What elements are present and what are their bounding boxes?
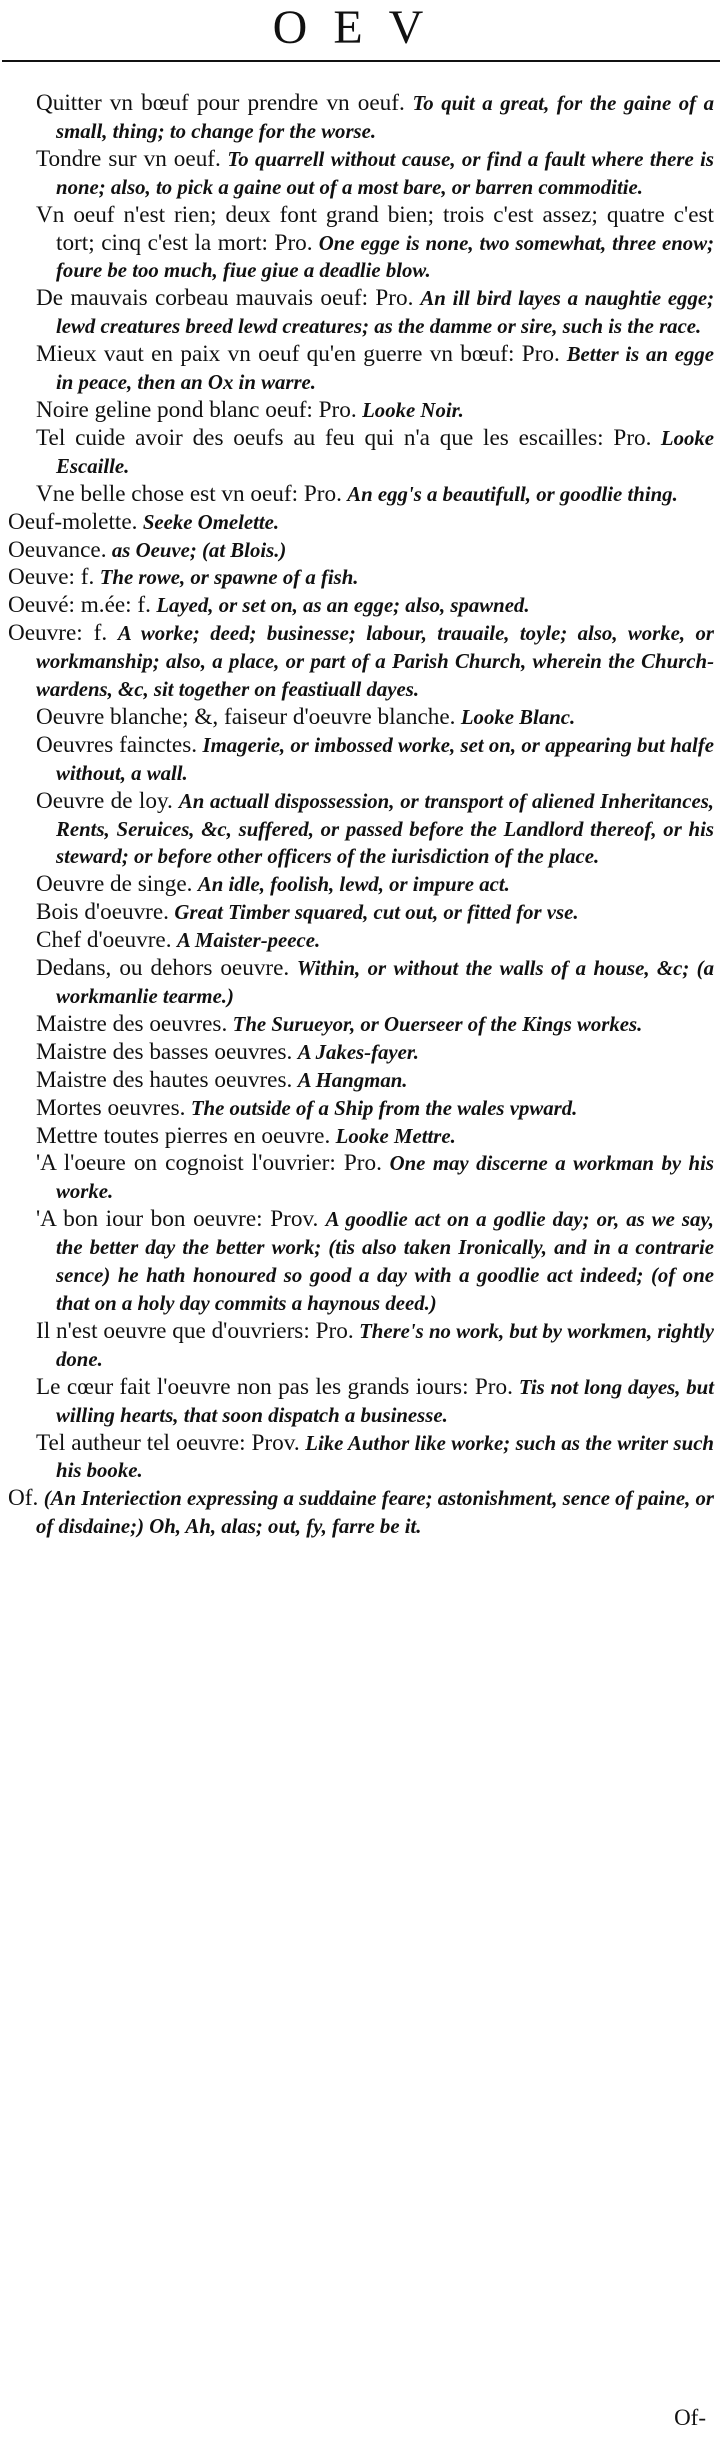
french-term: Mettre toutes pierres en oeuvre. (36, 1122, 331, 1149)
french-term: Oeuvance. (8, 536, 107, 563)
english-gloss: The rowe, or spawne of a fish. (99, 566, 359, 590)
english-gloss: The Surueyor, or Ouerseer of the Kings workes. (232, 1012, 643, 1036)
subentry (8, 90, 714, 146)
english-gloss: A goodlie act on a godlie day; or, as we say, the better day the better work; (tis also taken Ironically, and in a contrarie sence) he hath honoured so good a day with a goodlie act indeed; (of one that on a holy day commits a haynous deed.) (56, 1208, 714, 1315)
english-gloss: An ill bird layes a naughtie egge; lewd creatures breed lewd creatures; as the damme or sire, such is the race. (56, 287, 714, 339)
english-gloss: Better is an egge in peace, then an Ox in warre. (56, 343, 714, 395)
english-gloss: A Jakes-fayer. (297, 1040, 420, 1064)
english-gloss: A Maister-peece. (176, 929, 321, 953)
header-rule (2, 60, 720, 62)
english-gloss: Layed, or set on, as an egge; also, spawned. (156, 594, 530, 618)
french-term: Il n'est oeuvre que d'ouvriers: Pro. (36, 1317, 354, 1344)
catchword: Of- (674, 2405, 706, 2430)
subentry (8, 704, 714, 732)
french-term: Mieux vaut en paix vn oeuf qu'en guerre vn bœuf: Pro. (36, 341, 560, 368)
french-term: Chef d'oeuvre. (36, 927, 172, 954)
french-term: Maistre des oeuvres. (36, 1010, 228, 1037)
english-gloss: Looke Noir. (362, 398, 464, 422)
headword-entry (8, 537, 714, 565)
english-gloss: To quarrell without cause, or find a fault where there is none; also, to pick a gaine out of a most bare, or barren commoditie. (56, 147, 714, 199)
subentry (8, 341, 714, 397)
english-gloss: An idle, foolish, lewd, or impure act. (197, 873, 510, 897)
english-gloss: Looke Escaille. (56, 426, 714, 478)
subentry (8, 732, 714, 788)
subentry (8, 481, 714, 509)
subentry (8, 1150, 714, 1206)
french-term: Of. (8, 1485, 39, 1512)
french-term: Oeuvre blanche; &, faiseur d'oeuvre blanche. (36, 703, 456, 730)
subentry (8, 425, 714, 481)
subentry (8, 788, 714, 872)
french-term: 'A l'oeure on cognoist l'ouvrier: Pro. (36, 1150, 382, 1177)
headword-entry (8, 564, 714, 592)
running-head: OEV (272, 1, 450, 54)
english-gloss: Within, or without the walls of a house, &c; (a workmanlie tearme.) (56, 957, 714, 1008)
english-gloss: as Oeuve; (at Blois.) (111, 538, 287, 562)
english-gloss: One may discerne a workman by his worke. (56, 1152, 714, 1204)
french-term: Vne belle chose est vn oeuf: Pro. (36, 480, 342, 507)
french-term: Oeuvres fainctes. (36, 731, 198, 758)
french-term: Quitter vn bœuf pour prendre vn oeuf. (36, 90, 405, 116)
subentry (8, 1095, 714, 1123)
subentry (8, 1206, 714, 1318)
entry-list (8, 90, 714, 1541)
subentry (8, 871, 714, 899)
english-gloss: (An Interiection expressing a suddaine feare; astonishment, sence of paine, or of disdaine;) Oh, Ah, alas; out, fy, farre be it. (36, 1487, 714, 1539)
english-gloss: Looke Blanc. (460, 705, 576, 729)
french-term: Noire geline pond blanc oeuf: Pro. (36, 396, 357, 423)
headword-entry (8, 509, 714, 537)
french-term: Mortes oeuvres. (36, 1094, 186, 1121)
french-term: Tel cuide avoir des oeufs au feu qui n'a que les escailles: Pro. (36, 424, 652, 451)
subentry (8, 146, 714, 202)
english-gloss: One egge is none, two somewhat, three enow; foure be too much, fiue giue a deadlie blow. (56, 231, 715, 283)
english-gloss: Great Timber squared, cut out, or fitted for vse. (174, 901, 579, 925)
subentry (8, 1123, 714, 1151)
headword-entry (8, 620, 714, 704)
french-term: Bois d'oeuvre. (36, 899, 169, 926)
subentry (8, 899, 714, 927)
french-term: Vn oeuf n'est rien; deux font grand bien; trois c'est assez; quatre c'est tort; cinq c'est la mort: Pro. (36, 201, 714, 256)
english-gloss: The outside of a Ship from the wales vpward. (190, 1096, 578, 1120)
french-term: Oeuf-molette. (8, 508, 138, 535)
english-gloss: To quit a great, for the gaine of a small, thing; to change for the worse. (56, 92, 714, 143)
english-gloss: An egg's a beautifull, or goodlie thing. (347, 482, 678, 506)
english-gloss: Seeke Omelette. (142, 510, 280, 534)
french-term: Oeuvre de loy. (36, 787, 173, 814)
subentry (8, 1011, 714, 1039)
english-gloss: There's no work, but by workmen, rightly done. (56, 1319, 715, 1371)
french-term: 'A bon iour bon oeuvre: Prov. (36, 1206, 319, 1233)
subentry (8, 285, 714, 341)
page-header (0, 0, 722, 66)
french-term: Maistre des basses oeuvres. (36, 1038, 293, 1065)
french-term: Oeuvé: m.ée: f. (8, 592, 151, 619)
subentry (8, 1374, 714, 1430)
english-gloss: Looke Mettre. (335, 1124, 456, 1148)
french-term: Maistre des hautes oeuvres. (36, 1066, 293, 1093)
french-term: Tondre sur vn oeuf. (36, 145, 221, 172)
subentry (8, 1318, 714, 1374)
subentry (8, 1039, 714, 1067)
subentry (8, 397, 714, 425)
subentry (8, 927, 714, 955)
english-gloss: An actuall dispossession, or transport of aliened Inheritances, Rents, Seruices, &c, suffered, or passed before the Landlord thereof, or his steward; or before other officers of the iurisdiction of the place. (56, 789, 714, 869)
subentry (8, 202, 714, 286)
french-term: Le cœur fait l'oeuvre non pas les grands iours: Pro. (36, 1373, 513, 1400)
english-gloss: Like Author like worke; such as the writer such his booke. (56, 1431, 715, 1483)
english-gloss: Tis not long dayes, but willing hearts, that soon dispatch a businesse. (56, 1375, 714, 1427)
french-term: Dedans, ou dehors oeuvre. (36, 955, 290, 982)
english-gloss: Imagerie, or imbossed worke, set on, or appearing but halfe without, a wall. (56, 733, 714, 785)
french-term: Oeuvre de singe. (36, 871, 193, 898)
french-term: Tel autheur tel oeuvre: Prov. (36, 1429, 300, 1456)
french-term: Oeuve: f. (8, 564, 95, 591)
french-term: Oeuvre: f. (8, 620, 108, 647)
subentry (8, 1430, 714, 1486)
subentry (8, 955, 714, 1011)
subentry (8, 1067, 714, 1095)
french-term: De mauvais corbeau mauvais oeuf: Pro. (36, 285, 414, 312)
english-gloss: A Hangman. (297, 1068, 408, 1092)
headword-entry (8, 1485, 714, 1541)
headword-entry (8, 592, 714, 620)
english-gloss: A worke; deed; businesse; labour, trauaile, toyle; also, worke, or workmanship; also, a place, or part of a Parish Church, wherein the Church-wardens, &c, sit together on feastiuall dayes. (36, 622, 714, 702)
